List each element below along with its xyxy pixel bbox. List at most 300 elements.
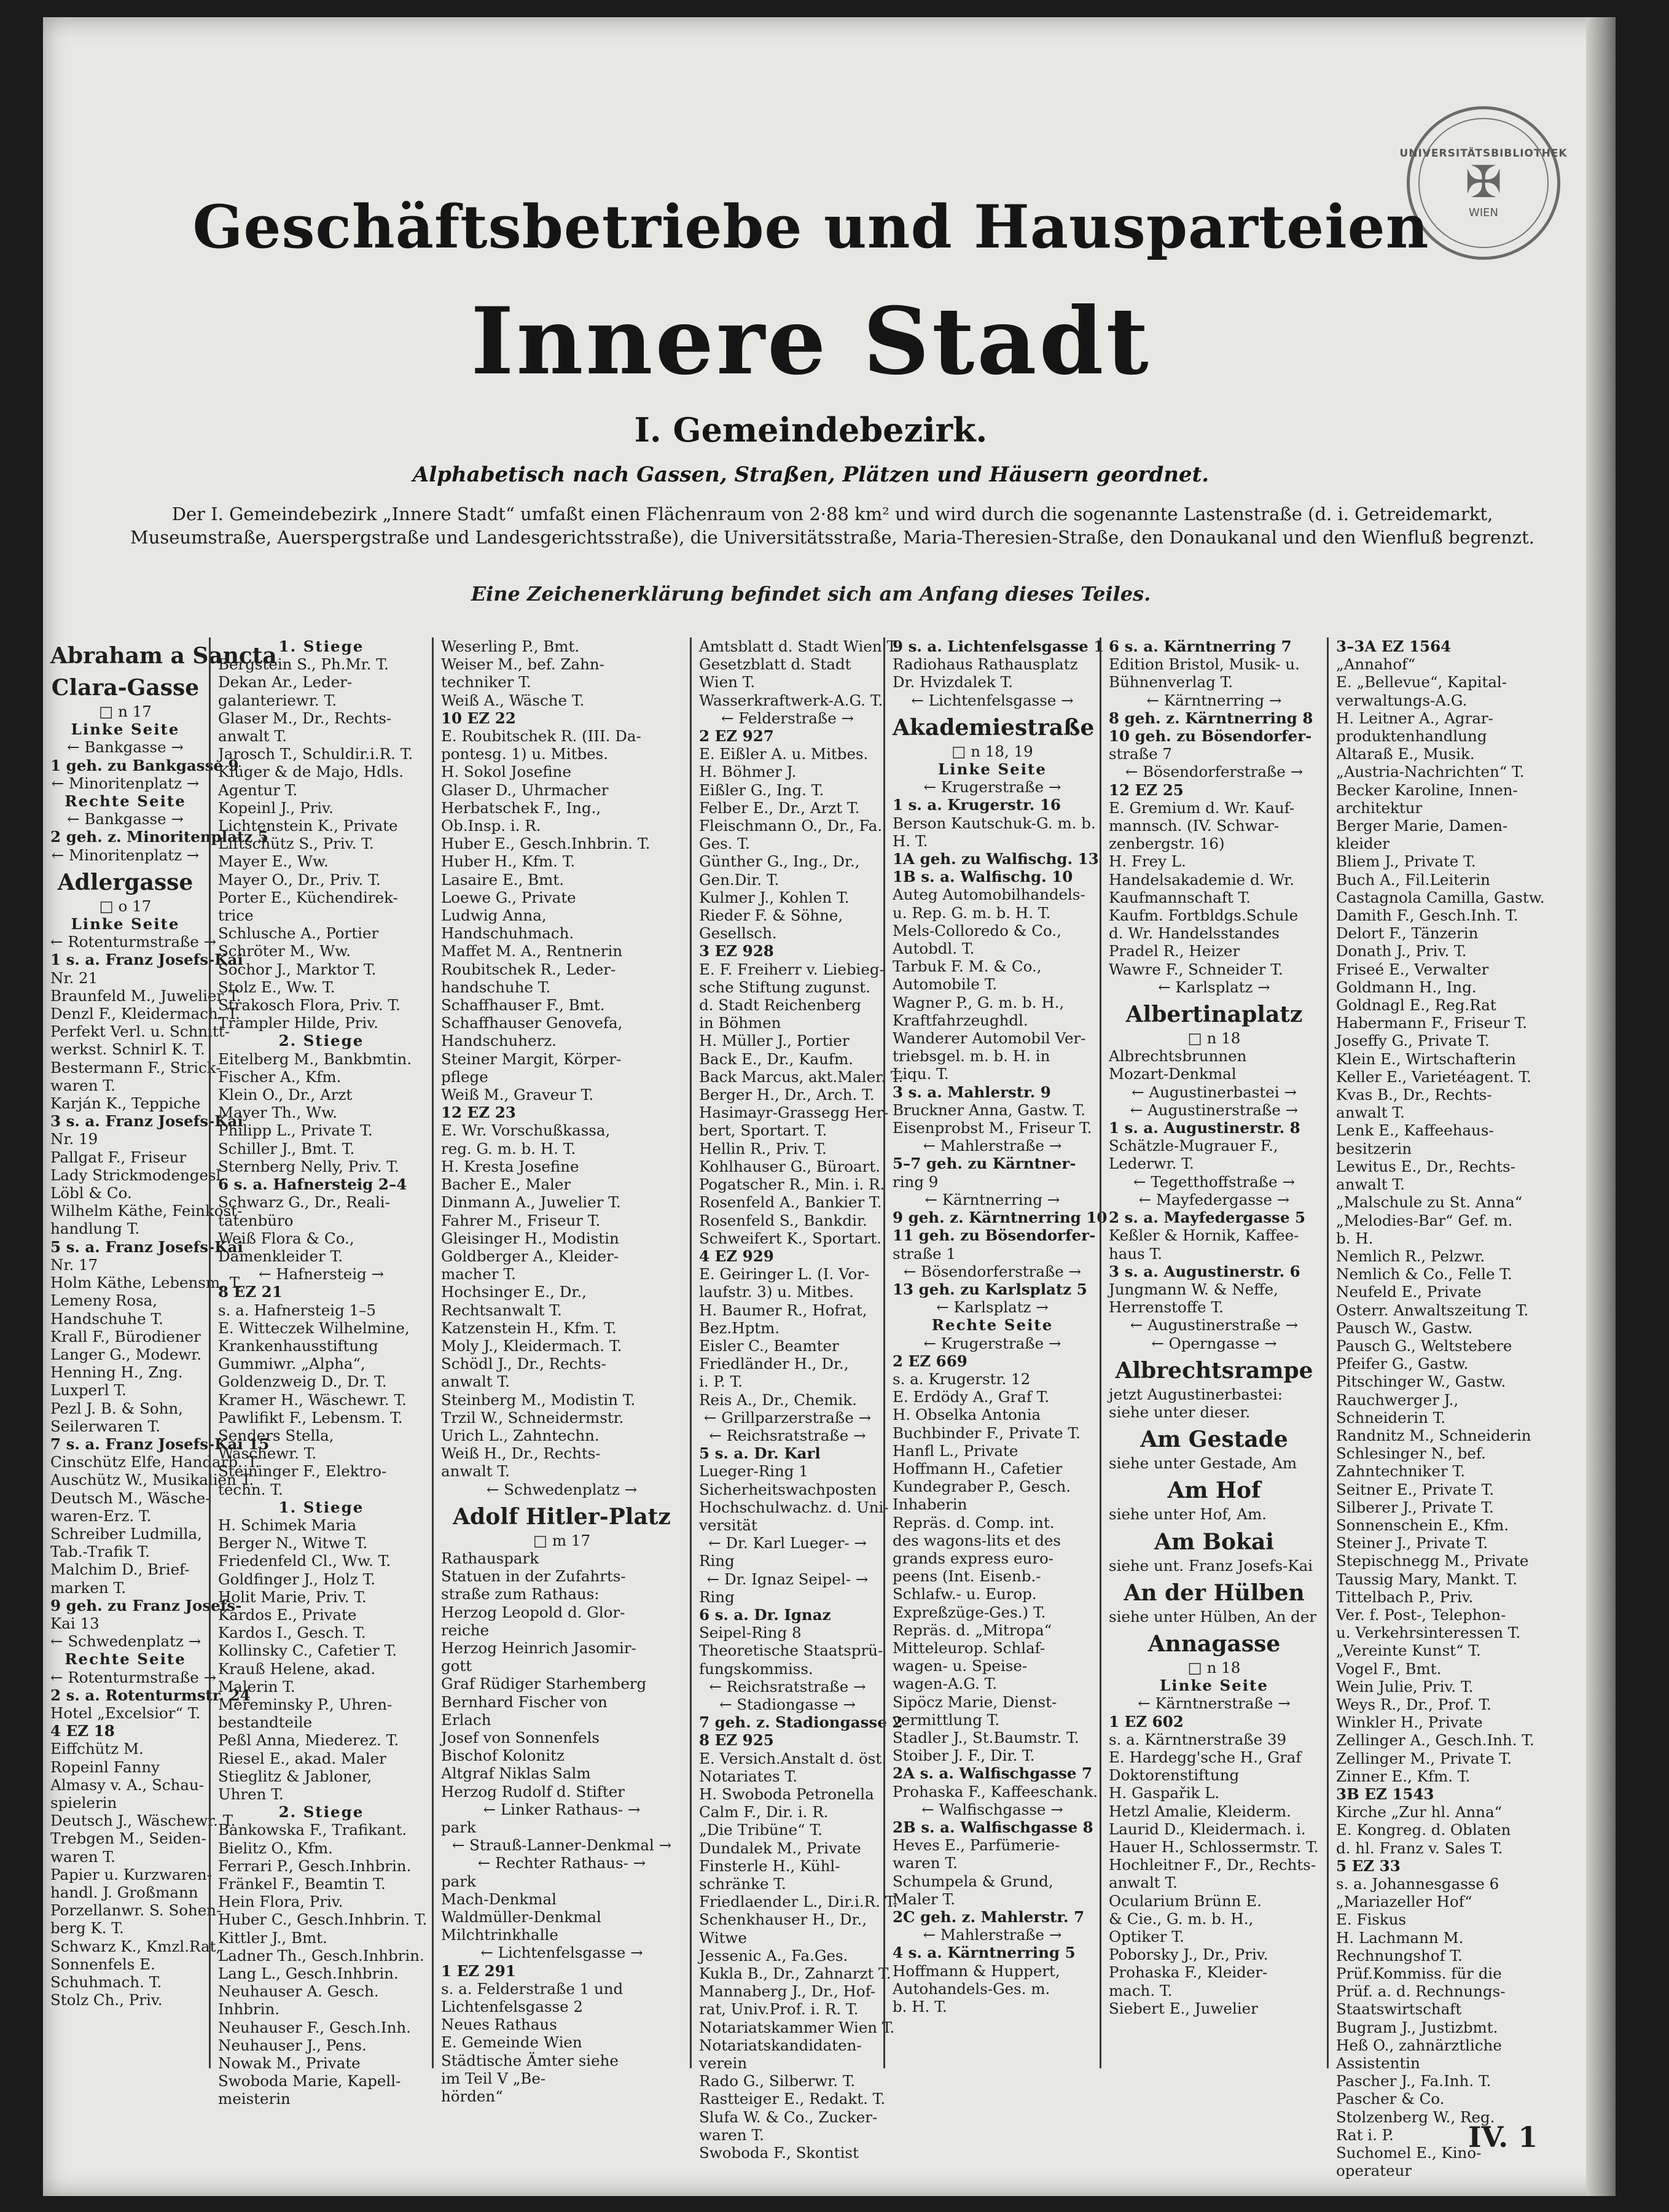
cross-street: ← Mahlerstraße → <box>923 1926 1062 1944</box>
cross-street: ← Bösendorferstraße → <box>1125 763 1304 781</box>
directory-entry: Weiß A., Wäsche T. <box>441 691 585 709</box>
directory-entry: Notariatskammer Wien T. <box>699 2018 895 2036</box>
directory-entry: Buchbinder F., Private T. <box>893 1423 1081 1442</box>
directory-entry: Fränkel F., Beamtin T. <box>218 1875 386 1893</box>
directory-entry: E. Roubitschek R. (III. Da- <box>441 727 641 746</box>
directory-entry: Katzenstein H., Kfm. T. <box>441 1318 617 1337</box>
directory-entry: park <box>441 1872 476 1890</box>
directory-entry: mach. T. <box>1109 1981 1173 2000</box>
directory-entry: anwalt T. <box>441 1462 510 1481</box>
directory-entry: Poborsky J., Dr., Priv. <box>1109 1945 1268 1964</box>
house-number: 4 EZ 18 <box>50 1722 115 1740</box>
cross-street: ← Karlsplatz → <box>936 1298 1049 1317</box>
directory-entry: Altgraf Niklas Salm <box>441 1764 591 1783</box>
directory-entry: anwalt T. <box>1109 1874 1178 1892</box>
directory-entry: Pallgat F., Friseur <box>50 1148 187 1166</box>
directory-entry: Herbatschek F., Ing., <box>441 798 601 817</box>
directory-entry: Friedländer H., Dr., <box>699 1355 849 1373</box>
directory-entry: Kundegraber P., Gesch. <box>893 1478 1071 1496</box>
house-number: 6 s. a. Hafnersteig 2–4 <box>218 1175 407 1194</box>
directory-entry: Uhren T. <box>218 1785 284 1803</box>
directory-entry: Mayer E., Ww. <box>218 852 329 871</box>
directory-entry: Autobdl. T. <box>893 940 975 958</box>
directory-entry: Jessenic A., Fa.Ges. <box>699 1946 848 1965</box>
directory-columns <box>43 637 1563 2180</box>
street-heading: Abraham a Sancta <box>50 643 277 669</box>
directory-entry: Nemlich & Co., Felle T. <box>1336 1265 1512 1283</box>
directory-entry: Neuhauser J., Pens. <box>218 2036 367 2054</box>
directory-entry: Berger Marie, Damen- <box>1336 817 1508 835</box>
directory-entry: Kaufmannschaft T. <box>1109 888 1251 906</box>
directory-entry: Eißler G., Ing. T. <box>699 781 824 799</box>
directory-entry: H. Müller J., Portier <box>699 1032 850 1050</box>
house-number: 2 EZ 669 <box>893 1352 967 1370</box>
directory-entry: Kukla B., Dr., Zahnarzt T. <box>699 1965 891 1983</box>
house-number: 3 s. a. Augustinerstr. 6 <box>1109 1262 1300 1280</box>
directory-entry: Gleisinger H., Modistin <box>441 1229 619 1247</box>
directory-entry: Gen.Dir. T. <box>699 870 780 889</box>
directory-entry: „Vereinte Kunst“ T. <box>1336 1641 1481 1660</box>
directory-entry: Henning H., Zng. <box>50 1363 183 1382</box>
directory-entry: Agentur T. <box>218 781 298 799</box>
directory-entry: d. Stadt Reichenberg <box>699 996 861 1014</box>
directory-entry: macher T. <box>441 1265 516 1283</box>
directory-entry: Schlafw.- u. Europ. <box>893 1585 1037 1603</box>
street-heading: Am Hof <box>1167 1478 1261 1504</box>
directory-entry: Notariatskandidaten- <box>699 2036 862 2054</box>
directory-entry: Goldberger A., Kleider- <box>441 1247 619 1265</box>
directory-entry: Doktorenstiftung <box>1109 1766 1240 1785</box>
directory-entry: Schneiderin T. <box>1336 1408 1446 1427</box>
street-heading: Am Bokai <box>1154 1529 1274 1555</box>
directory-entry: Siebert E., Juwelier <box>1109 1999 1258 2017</box>
directory-entry: Schödl J., Dr., Rechts- <box>441 1355 606 1373</box>
directory-entry: Inhaberin <box>893 1495 967 1514</box>
directory-column-3 <box>432 637 690 2106</box>
section-label: 2. Stiege <box>278 1032 364 1050</box>
directory-entry: Steiner J., Private T. <box>1336 1534 1488 1552</box>
house-number: 7 geh. z. Stadiongasse 2 <box>699 1713 903 1732</box>
directory-entry: Huber H., Kfm. T. <box>441 852 576 871</box>
directory-entry: techn. T. <box>218 1480 283 1498</box>
cross-street: ← Schwedenplatz → <box>50 1632 201 1651</box>
directory-entry: Berger H., Dr., Arch. T. <box>699 1086 875 1104</box>
directory-entry: Weiß M., Graveur T. <box>441 1086 594 1104</box>
directory-entry: Eisler C., Beamter <box>699 1336 839 1355</box>
directory-entry: Papier u. Kurzwaren- <box>50 1865 212 1883</box>
directory-entry: Friedlaender L., Dir.i.R. T. <box>699 1893 898 1911</box>
directory-entry: Radiohaus Rathausplatz <box>893 655 1078 674</box>
directory-entry: Osterr. Anwaltszeitung T. <box>1336 1301 1529 1319</box>
directory-entry: Rado G., Silberwr. T. <box>699 2072 856 2090</box>
house-number: 9 geh. z. Kärntnerring 10 <box>893 1209 1108 1227</box>
directory-entry: Weiß H., Dr., Rechts- <box>441 1444 601 1463</box>
district-title: Innere Stadt <box>471 287 1151 395</box>
cross-street: ← Mahlerstraße → <box>923 1137 1062 1155</box>
directory-entry: Keller E., Varietéagent. T. <box>1336 1067 1532 1086</box>
street-heading: Albrechtsrampe <box>1115 1357 1313 1384</box>
house-number: 6 s. a. Dr. Ignaz <box>699 1605 831 1624</box>
directory-entry: Bestermann F., Strick- <box>50 1058 221 1077</box>
directory-entry: Schaffhauser F., Bmt. <box>441 996 605 1014</box>
directory-entry: Liqu. T. <box>893 1065 949 1083</box>
directory-entry: E. Gremium d. Wr. Kauf- <box>1109 798 1295 817</box>
directory-entry: Tab.-Trafik T. <box>50 1543 150 1561</box>
directory-entry: H. Kresta Josefine <box>441 1157 579 1175</box>
house-number: 8 EZ 21 <box>218 1283 283 1301</box>
directory-entry: Seipel-Ring 8 <box>699 1624 802 1642</box>
directory-entry: Pezl J. B. & Sohn, <box>50 1399 183 1417</box>
directory-entry: Schlesinger N., bef. <box>1336 1444 1486 1463</box>
stamp-text-bottom: WIEN <box>1469 206 1498 219</box>
directory-entry: Bliem J., Private T. <box>1336 852 1476 871</box>
section-label: Linke Seite <box>1160 1677 1268 1695</box>
directory-entry: Ferrari P., Gesch.Inhbrin. <box>218 1856 412 1875</box>
directory-entry: fungskommiss. <box>699 1659 813 1678</box>
directory-entry: Castagnola Camilla, Gastw. <box>1336 888 1545 906</box>
directory-entry: Nr. 19 <box>50 1130 98 1148</box>
directory-entry: Mels-Colloredo & Co., <box>893 921 1061 940</box>
directory-entry: Schlusche A., Portier <box>218 924 379 943</box>
directory-entry: E. Geiringer L. (I. Vor- <box>699 1265 870 1283</box>
directory-entry: Strakosch Flora, Priv. T. <box>218 996 401 1014</box>
directory-entry: Assistentin <box>1336 2054 1420 2073</box>
directory-entry: produktenhandlung <box>1336 727 1487 746</box>
directory-entry: Eiffchütz M. <box>50 1740 144 1758</box>
directory-entry: berg K. T. <box>50 1919 124 1937</box>
directory-entry: Bankowska F., Trafikant. <box>218 1821 407 1839</box>
section-label: Rechte Seite <box>64 792 186 811</box>
section-label: Linke Seite <box>938 760 1047 779</box>
directory-entry: im Teil V „Be- <box>441 2069 546 2087</box>
directory-entry: Stoiber J. F., Dir. T. <box>893 1747 1035 1765</box>
directory-entry: Inhbrin. <box>218 2000 280 2019</box>
directory-entry: Karján K., Teppiche <box>50 1094 201 1113</box>
directory-entry: architektur <box>1336 798 1423 817</box>
directory-entry: versität <box>699 1516 757 1534</box>
directory-entry: Lewitus E., Dr., Rechts- <box>1336 1157 1515 1175</box>
house-number: 7 s. a. Franz Josefs-Kai 15 <box>50 1435 270 1453</box>
directory-column-4 <box>690 637 904 2162</box>
directory-entry: H. Gaspařik L. <box>1109 1784 1220 1802</box>
directory-entry: Neuhauser A. Gesch. <box>218 1982 379 2001</box>
cross-street: ← Stadiongasse → <box>719 1695 856 1713</box>
house-number: 2 s. a. Rotenturmstr. 24 <box>50 1686 251 1704</box>
directory-entry: Nowak M., Private <box>218 2054 361 2073</box>
directory-entry: grands express euro- <box>893 1549 1053 1567</box>
directory-entry: Becker Karoline, Innen- <box>1336 781 1518 799</box>
directory-entry: Malchim D., Brief- <box>50 1560 190 1579</box>
directory-entry: Handschuhe T. <box>50 1309 163 1328</box>
house-number: 1 s. a. Krugerstr. 16 <box>893 796 1061 814</box>
directory-entry: H. Swoboda Petronella <box>699 1785 874 1803</box>
street-heading: Adlergasse <box>57 869 193 895</box>
directory-entry: Rieder F. & Söhne, <box>699 906 843 925</box>
directory-entry: H. Schimek Maria <box>218 1516 357 1534</box>
cross-street: ← Operngasse → <box>1151 1334 1277 1352</box>
directory-entry: tätenbüro <box>218 1211 294 1229</box>
street-heading: Clara-Gasse <box>51 675 200 701</box>
directory-entry: Herzog Heinrich Jasomir- <box>441 1638 636 1657</box>
directory-entry: „Melodies-Bar“ Gef. m. <box>1336 1211 1513 1229</box>
directory-entry: i. P. T. <box>699 1373 743 1391</box>
directory-entry: Stepischnegg M., Private <box>1336 1552 1529 1570</box>
directory-entry: Kulmer J., Kohlen T. <box>699 888 850 906</box>
directory-entry: Hochschulwachz. d. Uni- <box>699 1498 889 1516</box>
house-number: 5 s. a. Franz Josefs-Kai <box>50 1237 243 1256</box>
directory-entry: zenbergstr. 16) <box>1109 835 1225 853</box>
directory-entry: Tarbuk F. M. & Co., <box>893 957 1042 976</box>
directory-entry: Mach-Denkmal <box>441 1890 557 1908</box>
directory-entry: Senders Stella, <box>218 1426 334 1444</box>
cross-street: ← Minoritenplatz → <box>51 774 200 792</box>
directory-entry: Fischer A., Kfm. <box>218 1067 342 1086</box>
directory-entry: Kohlhauser G., Büroart. <box>699 1157 881 1175</box>
directory-column-5 <box>883 637 1108 2068</box>
street-heading: An der Hülben <box>1124 1579 1305 1606</box>
directory-entry: Bernhard Fischer von <box>441 1692 608 1711</box>
directory-entry: H. Sokol Josefine <box>441 763 571 781</box>
directory-entry: hörden“ <box>441 2087 503 2106</box>
directory-entry: Hoffmann & Huppert, <box>893 1961 1060 1980</box>
directory-entry: Bielitz O., Kfm. <box>218 1839 333 1857</box>
directory-entry: Nr. 17 <box>50 1255 98 1274</box>
directory-entry: Tittelbach P., Priv. <box>1336 1587 1474 1606</box>
stamp-text-top: UNIVERSITÄTSBIBLIOTHEK <box>1399 147 1568 160</box>
directory-entry: bert, Sportart. T. <box>699 1121 827 1140</box>
house-number: 1B s. a. Walfischg. 10 <box>893 868 1073 886</box>
directory-entry: verwaltungs-A.G. <box>1336 691 1468 709</box>
directory-entry: Deutsch M., Wäsche- <box>50 1489 211 1507</box>
directory-entry: Mayer O., Dr., Priv. T. <box>218 870 381 889</box>
directory-entry: wagen- u. Speise- <box>893 1657 1028 1675</box>
directory-entry: des wagons-lits et des <box>893 1531 1061 1549</box>
directory-entry: Neues Rathaus <box>441 2015 557 2034</box>
house-number: 1 EZ 602 <box>1109 1712 1184 1731</box>
directory-entry: Hasimayr-Grassegg Her- <box>699 1104 889 1122</box>
directory-entry: wagen-A.G. T. <box>893 1675 998 1693</box>
directory-entry: ring 9 <box>893 1172 939 1191</box>
directory-entry: Handelsakademie d. Wr. <box>1109 870 1295 889</box>
directory-entry: Herzog Rudolf d. Stifter <box>441 1782 625 1801</box>
house-number: 1 EZ 291 <box>441 1961 516 1980</box>
directory-entry: Seitner E., Private T. <box>1336 1480 1495 1498</box>
directory-entry: Repräs. d. Comp. int. <box>893 1513 1055 1532</box>
cross-street: ← Bösendorferstraße → <box>903 1262 1082 1280</box>
directory-entry: Kopeinl J., Priv. <box>218 798 334 817</box>
directory-entry: handl. J. Großmann <box>50 1883 198 1901</box>
directory-entry: H. Leitner A., Agrar- <box>1336 709 1493 727</box>
directory-entry: waren-Erz. T. <box>50 1506 152 1525</box>
street-heading: Adolf Hitler-Platz <box>453 1503 671 1530</box>
directory-entry: Pascher J., Fa.Inh. T. <box>1336 2072 1491 2090</box>
directory-entry: Wilhelm Käthe, Feinkost- <box>50 1202 243 1220</box>
directory-entry: Hein Flora, Priv. <box>218 1893 343 1911</box>
directory-entry: Rastteiger E., Redakt. T. <box>699 2090 886 2108</box>
directory-column-2 <box>209 637 432 2108</box>
directory-entry: Heß O., zahnärztliche <box>1336 2036 1502 2054</box>
directory-entry: Herzog Leopold d. Glor- <box>441 1603 625 1621</box>
directory-entry: Berson Kautschuk-G. m. b. <box>893 814 1096 832</box>
directory-entry: Swoboda Marie, Kapell- <box>218 2072 401 2090</box>
house-number: 11 geh. zu Bösendorfer- <box>893 1226 1096 1245</box>
directory-entry: Luxperl T. <box>50 1381 127 1400</box>
directory-entry: Seilerwaren T. <box>50 1417 161 1435</box>
directory-entry: Delort F., Tänzerin <box>1336 924 1479 943</box>
cross-street: ← Schwedenplatz → <box>486 1480 638 1498</box>
directory-entry: Deutsch J., Wäschewr. T. <box>50 1812 236 1830</box>
house-number: 1 s. a. Franz Josefs-Kai <box>50 951 243 969</box>
directory-entry: Krall F., Bürodiener <box>50 1327 201 1346</box>
directory-entry: E. Fiskus <box>1336 1910 1407 1929</box>
directory-entry: Kittler J., Bmt. <box>218 1928 327 1947</box>
cross-street: ← Krugerstraße → <box>923 1334 1061 1352</box>
cross-street: ← Kärntnerring → <box>924 1190 1060 1209</box>
directory-entry: Autohandels-Ges. m. <box>893 1979 1050 1998</box>
directory-entry: Finsterle H., Kühl- <box>699 1856 840 1875</box>
cross-street: ← Felderstraße → <box>721 709 854 727</box>
directory-entry: Schwarz G., Dr., Reali- <box>218 1193 390 1212</box>
house-number: 13 geh. zu Karlsplatz 5 <box>893 1280 1087 1298</box>
directory-entry: Stieglitz & Jabloner, <box>218 1767 372 1785</box>
directory-entry: Bugram J., Justizbmt. <box>1336 2018 1498 2036</box>
directory-entry: „Die Tribüne“ T. <box>699 1821 823 1839</box>
directory-entry: Klüger & de Majo, Hdls. <box>218 763 404 781</box>
directory-entry: Rauchwerger J., <box>1336 1390 1459 1409</box>
directory-entry: Winkler H., Private <box>1336 1713 1483 1732</box>
directory-entry: Ver. f. Post-, Telephon- <box>1336 1605 1506 1624</box>
directory-entry: Mereminsky P., Uhren- <box>218 1695 393 1713</box>
directory-entry: pflege <box>441 1067 488 1086</box>
directory-entry: Porzellanwr. S. Sohen- <box>50 1901 222 1920</box>
directory-entry: Günther G., Ing., Dr., <box>699 852 860 871</box>
cross-street: □ n 18, 19 <box>952 742 1033 760</box>
directory-entry: Maler T. <box>893 1890 956 1908</box>
house-number: 3B EZ 1543 <box>1336 1785 1434 1803</box>
directory-entry: Bergstein S., Ph.Mr. T. <box>218 655 389 674</box>
directory-entry: E. „Bellevue“, Kapital- <box>1336 673 1507 691</box>
directory-entry: Langer G., Modewr. <box>50 1345 202 1363</box>
directory-entry: Slufa W. & Co., Zucker- <box>699 2108 878 2126</box>
directory-entry: Huber C., Gesch.Inhbrin. T. <box>218 1910 428 1929</box>
directory-entry: meisterin <box>218 2090 291 2108</box>
directory-entry: Expreßzüge-Ges.) T. <box>893 1603 1046 1621</box>
directory-entry: Rechnungshof T. <box>1336 1946 1463 1965</box>
directory-entry: Ges. T. <box>699 835 750 853</box>
directory-entry: waren T. <box>50 1076 115 1094</box>
directory-entry: E. Hardegg'sche H., Graf <box>1109 1748 1302 1766</box>
directory-entry: Statuen in der Zufahrts- <box>441 1567 626 1586</box>
directory-entry: Sochor J., Marktor T. <box>218 960 377 978</box>
cross-street: ← Reichsratstraße → <box>709 1426 866 1444</box>
directory-entry: siehe unter Gestade, Am <box>1109 1454 1297 1473</box>
directory-entry: siehe unter dieser. <box>1109 1403 1251 1421</box>
directory-entry: Moly J., Kleidermach. T. <box>441 1336 622 1355</box>
cross-street: ← Dr. Ignaz Seipel- → <box>706 1570 869 1588</box>
directory-entry: Friseé E., Verwalter <box>1336 960 1489 978</box>
directory-entry: Donath J., Priv. T. <box>1336 942 1467 960</box>
directory-entry: E. Wr. Vorschußkassa, <box>441 1121 611 1140</box>
directory-entry: Handschuhmach. <box>441 924 574 943</box>
directory-entry: Vogel F., Bmt. <box>1336 1659 1442 1678</box>
directory-entry: Sternberg Nelly, Priv. T. <box>218 1157 399 1175</box>
directory-entry: rat, Univ.Prof. i. R. T. <box>699 2000 859 2019</box>
directory-entry: Bischof Kolonitz <box>441 1747 565 1765</box>
house-number: 4 EZ 929 <box>699 1247 774 1265</box>
section-label: Rechte Seite <box>931 1316 1053 1334</box>
directory-entry: Jungmann W. & Neffe, <box>1109 1280 1278 1298</box>
house-number: 2 s. a. Mayfedergasse 5 <box>1109 1209 1306 1227</box>
directory-entry: Holm Käthe, Lebensm. T. <box>50 1274 243 1292</box>
directory-entry: Pfeifer G., Gastw. <box>1336 1355 1469 1373</box>
directory-entry: in Böhmen <box>699 1014 781 1032</box>
section-label: 1. Stiege <box>278 637 364 655</box>
directory-entry: E. F. Freiherr v. Liebieg- <box>699 960 885 978</box>
directory-entry: Lichtenstein K., Private <box>218 817 398 835</box>
directory-entry: Goldfinger J., Holz T. <box>218 1570 376 1588</box>
directory-entry: Taussig Mary, Mankt. T. <box>1336 1570 1518 1588</box>
directory-entry: Prüf.Kommiss. für die <box>1336 1965 1502 1983</box>
page-title: Geschäftsbetriebe und Hausparteien <box>192 192 1429 262</box>
directory-entry: H. Obselka Antonia <box>893 1406 1041 1424</box>
directory-entry: Pitschinger W., Gastw. <box>1336 1373 1506 1391</box>
directory-entry: Fahrer M., Friseur T. <box>441 1211 601 1229</box>
directory-entry: Stolz E., Ww. T. <box>218 978 335 996</box>
directory-entry: Trzil W., Schneidermstr. <box>441 1408 624 1427</box>
directory-entry: reg. G. m. b. H. T. <box>441 1139 576 1158</box>
section-label: 1. Stiege <box>278 1498 364 1516</box>
directory-entry: Hochleitner F., Dr., Rechts- <box>1109 1856 1316 1874</box>
house-number: 1 geh. zu Bankgasse 9 <box>50 756 239 774</box>
directory-entry: techniker T. <box>441 673 531 691</box>
directory-entry: Trebgen M., Seiden- <box>50 1829 206 1848</box>
directory-entry: waren T. <box>893 1854 958 1872</box>
directory-entry: siehe unter Hof, Am. <box>1109 1505 1267 1524</box>
directory-entry: H. Frey L. <box>1109 852 1186 871</box>
directory-entry: Ring <box>699 1587 735 1606</box>
directory-entry: E. Erdödy A., Graf T. <box>893 1388 1050 1406</box>
directory-entry: Mozart-Denkmal <box>1109 1065 1237 1083</box>
directory-entry: Hoffmann H., Cafetier <box>893 1459 1063 1478</box>
directory-entry: Almasy v. A., Schau- <box>50 1775 205 1794</box>
directory-entry: Klein O., Dr., Arzt <box>218 1086 353 1104</box>
directory-entry: Stolz Ch., Priv. <box>50 1991 163 2009</box>
cross-street: ← Karlsplatz → <box>1158 978 1270 996</box>
directory-entry: Calm F., Dir. i. R. <box>699 1803 829 1821</box>
house-number: 5 s. a. Dr. Karl <box>699 1444 821 1463</box>
directory-entry: Sicherheitswachposten <box>699 1480 877 1498</box>
directory-entry: Wein Julie, Priv. T. <box>1336 1677 1474 1696</box>
street-heading: Albertinaplatz <box>1125 1002 1303 1028</box>
directory-entry: Lang L., Gesch.Inhbrin. <box>218 1965 399 1983</box>
directory-entry: Pogatscher R., Min. i. R. <box>699 1175 885 1194</box>
directory-entry: Neufeld E., Private <box>1336 1283 1482 1301</box>
directory-entry: Mayer Th., Ww. <box>218 1104 338 1122</box>
house-number: 2 geh. z. Minoritenplatz 5 <box>50 828 268 846</box>
directory-entry: marken T. <box>50 1578 126 1597</box>
directory-entry: b. H. T. <box>893 1998 947 2016</box>
directory-entry: straße zum Rathaus: <box>441 1585 600 1603</box>
directory-entry: schränke T. <box>699 1875 786 1893</box>
cross-street: ← Hafnersteig → <box>258 1265 385 1283</box>
directory-entry: spielerin <box>50 1793 117 1812</box>
directory-entry: Goldenzweig D., Dr. T. <box>218 1373 387 1391</box>
directory-entry: Hochsinger E., Dr., <box>441 1283 587 1301</box>
directory-entry: Rechtsanwalt T. <box>441 1301 562 1319</box>
house-number: 9 s. a. Lichtenfelsgasse 1 <box>893 637 1104 655</box>
directory-entry: Repräs. d. „Mitropa“ <box>893 1621 1052 1639</box>
directory-entry: Randnitz M., Schneiderin <box>1336 1426 1531 1444</box>
